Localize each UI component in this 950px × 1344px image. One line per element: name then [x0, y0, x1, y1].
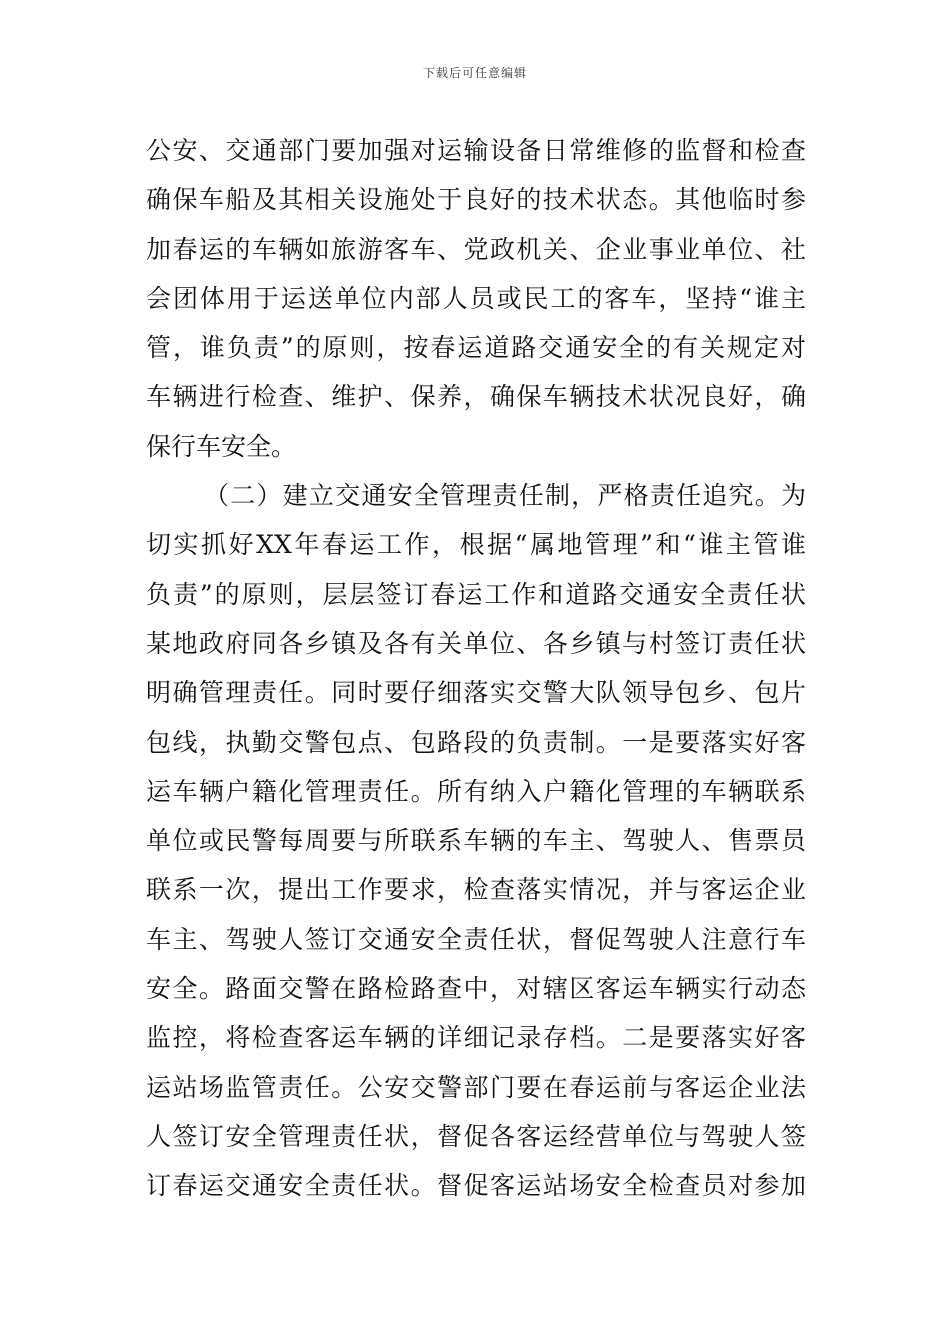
text-line: 人签订安全管理责任状，督促各客运经营单位与驾驶人签 — [146, 1121, 806, 1151]
text-line: 明确管理责任。同时要仔细落实交警大队领导包乡、包片 — [146, 678, 806, 708]
text-line: 负责”的原则，层层签订春运工作和道路交通安全责任状 — [146, 579, 806, 609]
text-line: 管，谁负责”的原则，按春运道路交通安全的有关规定对 — [146, 333, 806, 363]
text-line: 车辆进行检查、维护、保养，确保车辆技术状况良好，确 — [146, 382, 806, 412]
text-line: 切实抓好XX年春运工作，根据“属地管理”和“谁主管谁 — [146, 530, 806, 560]
text-line: 联系一次，提出工作要求，检查落实情况，并与客运企业 — [146, 875, 806, 905]
text-line: 监控，将检查客运车辆的详细记录存档。二是要落实好客 — [146, 1023, 806, 1053]
body-text — [146, 126, 806, 1211]
text-line: 公安、交通部门要加强对运输设备日常维修的监督和检查 — [146, 136, 806, 165]
text-line: 加春运的车辆如旅游客车、党政机关、企业事业单位、社 — [146, 234, 806, 264]
paragraph-2 — [146, 471, 806, 1210]
paragraph-1 — [146, 126, 806, 471]
text-line: （二）建立交通安全管理责任制，严格责任追究。为 — [204, 481, 806, 511]
text-line: 单位或民警每周要与所联系车辆的车主、驾驶人、售票员 — [146, 826, 806, 856]
text-line: 订春运交通安全责任状。督促客运站场安全检查员对参加 — [146, 1171, 806, 1201]
text-line: 某地政府同各乡镇及各有关单位、各乡镇与村签订责任状 — [146, 628, 806, 658]
text-line: 运站场监管责任。公安交警部门要在春运前与客运企业法 — [146, 1072, 806, 1102]
text-line: 包线，执勤交警包点、包路段的负责制。一是要落实好客 — [146, 727, 806, 757]
text-line: 确保车船及其相关设施处于良好的技术状态。其他临时参 — [146, 185, 806, 215]
text-line: 会团体用于运送单位内部人员或民工的客车，坚持“谁主 — [146, 283, 806, 313]
text-line: 保行车安全。 — [146, 431, 297, 461]
text-line: 运车辆户籍化管理责任。所有纳入户籍化管理的车辆联系 — [146, 776, 806, 806]
text-line: 安全。路面交警在路检路查中，对辖区客运车辆实行动态 — [146, 974, 806, 1004]
text-line: 车主、驾驶人签订交通安全责任状，督促驾驶人注意行车 — [146, 924, 806, 954]
page-header: 下载后可任意编辑 — [422, 66, 527, 80]
